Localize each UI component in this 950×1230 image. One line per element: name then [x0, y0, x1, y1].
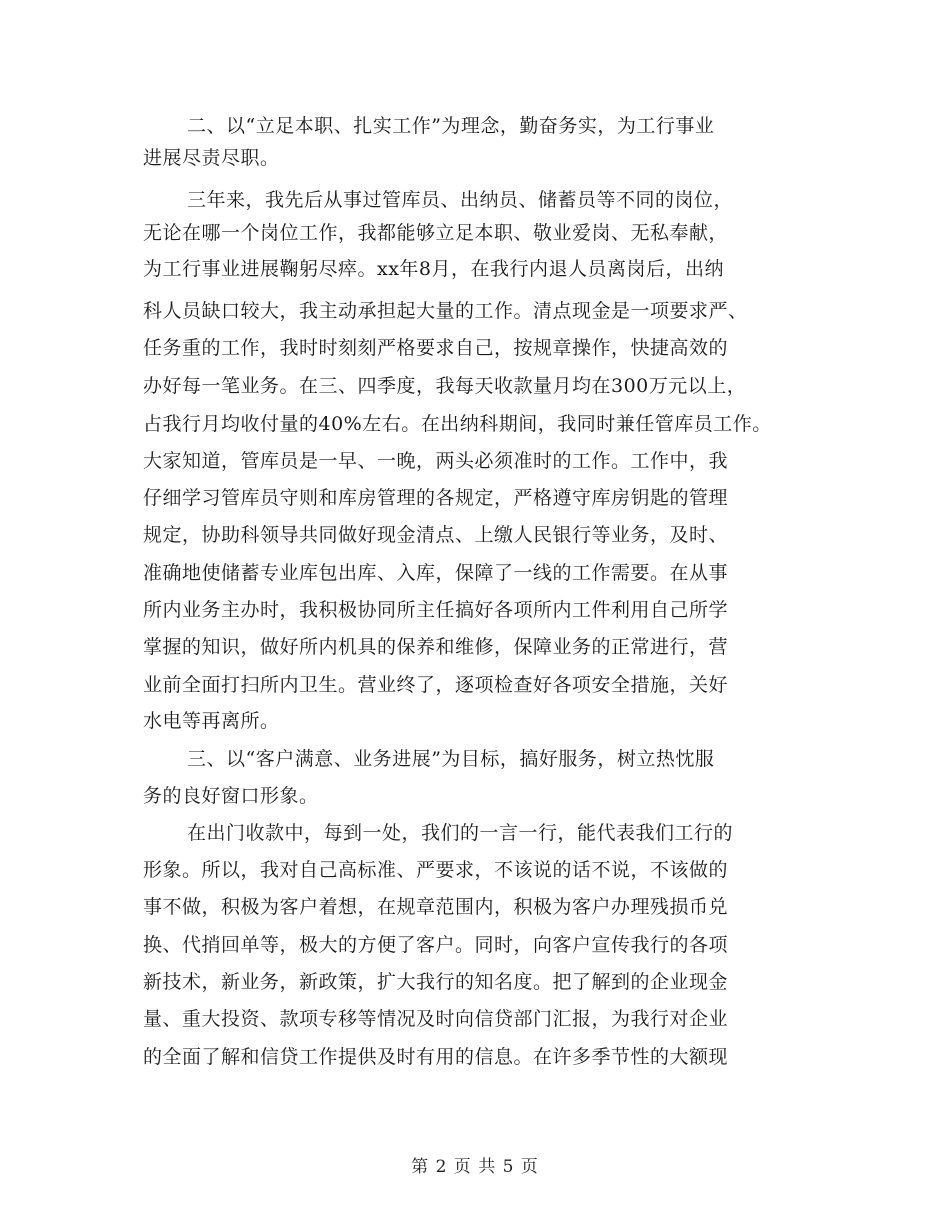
- paragraph-line: 在出门收款中，每到一处，我们的一言一行，能代表我们工行的: [187, 822, 734, 844]
- paragraph-line: 规定，协助科领导共同做好现金清点、上缴人民银行等业务，及时、: [143, 524, 729, 546]
- paragraph-line: 大家知道，管库员是一早、一晚，两头必须准时的工作。工作中，我: [143, 450, 729, 472]
- paragraph-line: 办好每一笔业务。在三、四季度，我每天收款量月均在300万元以上，: [143, 375, 747, 397]
- paragraph-line: 所内业务主办时，我积极协同所主任搞好各项所内工件利用自己所学: [143, 599, 729, 621]
- paragraph-line: 为工行事业进展鞠躬尽瘁。xx年8月，在我行内退人员离岗后，出纳: [143, 258, 725, 280]
- paragraph-line: 形象。所以，我对自己高标准、严要求，不该说的话不说，不该做的: [143, 859, 729, 881]
- paragraph-line: 换、代捎回单等，极大的方便了客户。同时，向客户宣传我行的各项: [143, 934, 729, 956]
- paragraph-line: 量、重大投资、款项专移等情况及时向信贷部门汇报，为我行对企业: [143, 1008, 729, 1030]
- paragraph-line: 准确地使储蓄专业库包出库、入库，保障了一线的工作需要。在从事: [143, 562, 729, 584]
- paragraph-line: 事不做，积极为客户着想，在规章范围内，积极为客户办理残损币兑: [143, 896, 729, 918]
- paragraph-line: 三年来，我先后从事过管库员、出纳员、储蓄员等不同的岗位，: [187, 189, 734, 211]
- paragraph-line: 业前全面打扫所内卫生。营业终了，逐项检查好各项安全措施，关好: [143, 674, 729, 696]
- paragraph-line: 三、以“客户满意、业务进展”为目标，搞好服务，树立热忱服: [187, 748, 715, 770]
- paragraph-line: 科人员缺口较大，我主动承担起大量的工作。清点现金是一项要求严、: [143, 300, 748, 322]
- paragraph-line: 二、以“立足本职、扎实工作”为理念，勤奋务实，为工行事业: [187, 115, 715, 137]
- paragraph-line: 水电等再离所。: [143, 710, 280, 732]
- paragraph-line: 掌握的知识，做好所内机具的保养和维修，保障业务的正常进行，营: [143, 636, 729, 658]
- paragraph-line: 务的良好窗口形象。: [143, 785, 319, 807]
- paragraph-line: 仔细学习管库员守则和库房管理的各规定，严格遵守库房钥匙的管理: [143, 487, 729, 509]
- paragraph-line: 进展尽责尽职。: [143, 147, 280, 169]
- paragraph-line: 任务重的工作，我时时刻刻严格要求自己，按规章操作，快捷高效的: [143, 337, 729, 359]
- paragraph-line: 新技术，新业务，新政策，扩大我行的知名度。把了解到的企业现金: [143, 971, 729, 993]
- paragraph-line: 的全面了解和信贷工作提供及时有用的信息。在许多季节性的大额现: [143, 1046, 729, 1068]
- paragraph-line: 占我行月均收付量的40%左右。在出纳科期间，我同时兼任管库员工作。: [143, 413, 772, 435]
- paragraph-line: 无论在哪一个岗位工作，我都能够立足本职、敬业爱岗、无私奉献，: [143, 222, 729, 244]
- page-number-footer: 第 2 页 共 5 页: [411, 1157, 539, 1177]
